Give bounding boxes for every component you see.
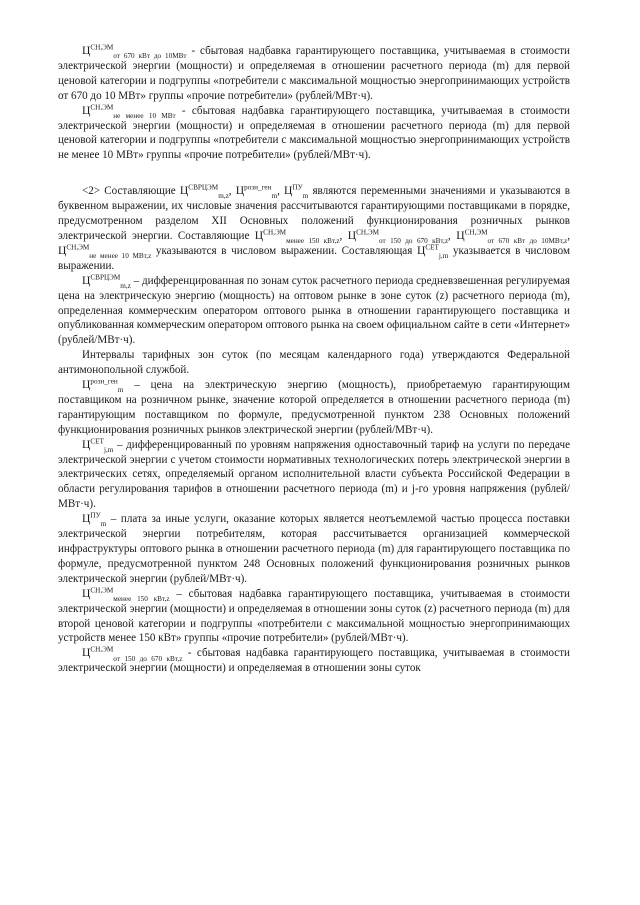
paragraph-intervals: Интервалы тарифных зон суток (по месяцам календарного года) утверждаются Федеральной антимонопольной службой. (58, 349, 570, 377)
paragraph-set: $Ц^{СЕТ}_{j,m}$ – дифференцированный по уровням напряжения одноставочный тариф на услуги по передаче электрической энергии с учетом стоимости нормативных технологических потерь электрической энергии в электрических сетях, определяемый органом исполнительной власти субъекта Российской Федерации в области регулирования тарифов в отношении расчетного периода (m) и j-го уровня напряжения (рублей/МВт·ч). (58, 436, 570, 511)
tariff-symbol: $Ц^{СЕТ}_{j,m}$ (416, 243, 449, 261)
paragraph-markup-150-670kw: $Ц^{СН,ЭМ}_{от 150 до 670 кВт,z}$ - сбытовая надбавка гарантирующего поставщика, учитываемая в стоимости электрической энергии (мощности) и определяемая в отношении зоны суток (58, 645, 570, 675)
footnote-2-paragraph: <2> Составляющие $Ц^{СВРЦЭМ}_{m,z}$, $Ц^{розн\_ген}_m$, $Ц^{ПУ}_m$ являются переменными значениями и указываются в буквенном выражении, их числовые значения рассчитываются гарантирующими поставщиками в порядке, предусмотренном разделом XII Основных положений функционирования розничных рынков электрической энергии. Составляющие $Ц^{СН,ЭМ}_{менее 150 кВт,z}$, $Ц^{СН,ЭМ}_{от 150 до 670 кВт,z}$, $Ц^{СН,ЭМ}_{от 670 кВт до 10МВт,z}$, $Ц^{СН,ЭМ}_{не менее 10 МВт,z}$ указываются в числовом выражении. Составляющая $Ц^{СЕТ}_{j,m}$ указывается в числовом выражении. (58, 183, 571, 272)
paragraph-markup-less-150kw: $Ц^{СН,ЭМ}_{менее 150 кВт,z}$ – сбытовая надбавка гарантирующего поставщика, учитываемая в стоимости электрической энергии (мощности) и определяемая в отношении зоны суток (z) расчетного периода (m) для второй ценовой категории и подгруппы «потребители с максимальной мощностью энергопринимающих устройств менее 150 кВт» группы «прочие потребители» (рублей/МВт·ч). (58, 586, 570, 645)
tariff-symbol: $Ц^{СН,ЭМ}_{не менее 10 МВт}$ (82, 102, 176, 120)
tariff-symbol: $Ц^{СН,ЭМ}_{от 670 кВт до 10МВт,z}$ (456, 228, 568, 246)
paragraph-svrcem: $Ц^{СВРЦЭМ}_{m,z}$ – дифференцированная по зонам суток расчетного периода средневзвешенная регулируемая цена на электрическую энергию (мощность) на оптовом рынке в зоне суток (z) расчетного периода (m), определенная коммерческим оператором оптового рынка в отношении гарантирующего поставщика и опубликованная коммерческим оператором оптового рынка на своем официальном сайте в сети «Интернет» (рублей/МВт·ч). (58, 273, 570, 347)
tariff-symbol: $Ц^{СН,ЭМ}_{менее 150 кВт,z}$ (82, 586, 170, 603)
paragraph-rozn-gen: $Ц^{розн\_ген}_m$ – цена на электрическую энергию (мощность), приобретаемую гарантирующим поставщиком на розничном рынке, значение которой определяется в отношении расчетного периода (m) гарантирующим поставщиком по формуле, предусмотренной пунктом 238 Основных положений функционирования розничных рынков электрической энергии (рублей/МВт·ч). (58, 377, 570, 436)
tariff-symbol: $Ц^{розн\_ген}_m$ (82, 377, 124, 395)
tariff-symbol: $Ц^{СН,ЭМ}_{не менее 10 МВт,z}$ (58, 243, 152, 261)
tariff-symbol: $Ц^{СН,ЭМ}_{от 150 до 670 кВт,z}$ (347, 228, 449, 246)
tariff-symbol: $Ц^{СЕТ}_{j,m}$ (82, 436, 114, 454)
paragraph-markup-10mw: $Ц^{СН,ЭМ}_{от 670 кВт до 10МВт}$ - сбытовая надбавка гарантирующего поставщика, учитываемая в стоимости электрической энергии (мощности) и определяемая в отношении расчетного периода (m) для первой ценовой категории и подгруппы «потребители с максимальной мощностью энергопринимающих устройств от 670 до 10 МВт» группы «прочие потребители» (рублей/МВт·ч). (58, 43, 570, 102)
paragraph-pu: $Ц^{ПУ}_m$ – плата за иные услуги, оказание которых является неотъемлемой частью процесса поставки электрической энергии потребителям, которая рассчитывается организацией коммерческой инфраструктуры оптового рынка в отношении расчетного периода (m) для гарантирующего поставщика по формуле, предусмотренной пунктом 248 Основных положений функционирования розничных рынков электрической энергии (рублей/МВт·ч). (58, 511, 570, 585)
tariff-symbol: $Ц^{СН,ЭМ}_{от 670 кВт до 10МВт}$ (82, 43, 187, 61)
paragraph-markup-not-less-10mw: $Ц^{СН,ЭМ}_{не менее 10 МВт}$ - сбытовая надбавка гарантирующего поставщика, учитываемая в стоимости электрической энергии (мощности) и определяемая в отношении расчетного периода (m) для первой ценовой категории и подгруппы «потребители с максимальной мощностью энергопринимающих устройств не менее 10 МВт» группы «прочие потребители» (рублей/МВт·ч). (58, 102, 570, 162)
tariff-symbol: $Ц^{СВРЦЭМ}_{m,z}$ (179, 183, 229, 201)
tariff-symbol: $Ц^{СН,ЭМ}_{от 150 до 670 кВт,z}$ (82, 645, 183, 663)
tariff-symbol: $Ц^{розн\_ген}_m$ (235, 183, 278, 201)
tariff-symbol: $Ц^{СВРЦЭМ}_{m,z}$ (82, 273, 131, 290)
tariff-symbol: $Ц^{ПУ}_m$ (82, 511, 107, 529)
tariff-symbol: $Ц^{СН,ЭМ}_{менее 150 кВт,z}$ (254, 228, 340, 246)
tariff-symbol: $Ц^{ПУ}_m$ (284, 183, 309, 201)
